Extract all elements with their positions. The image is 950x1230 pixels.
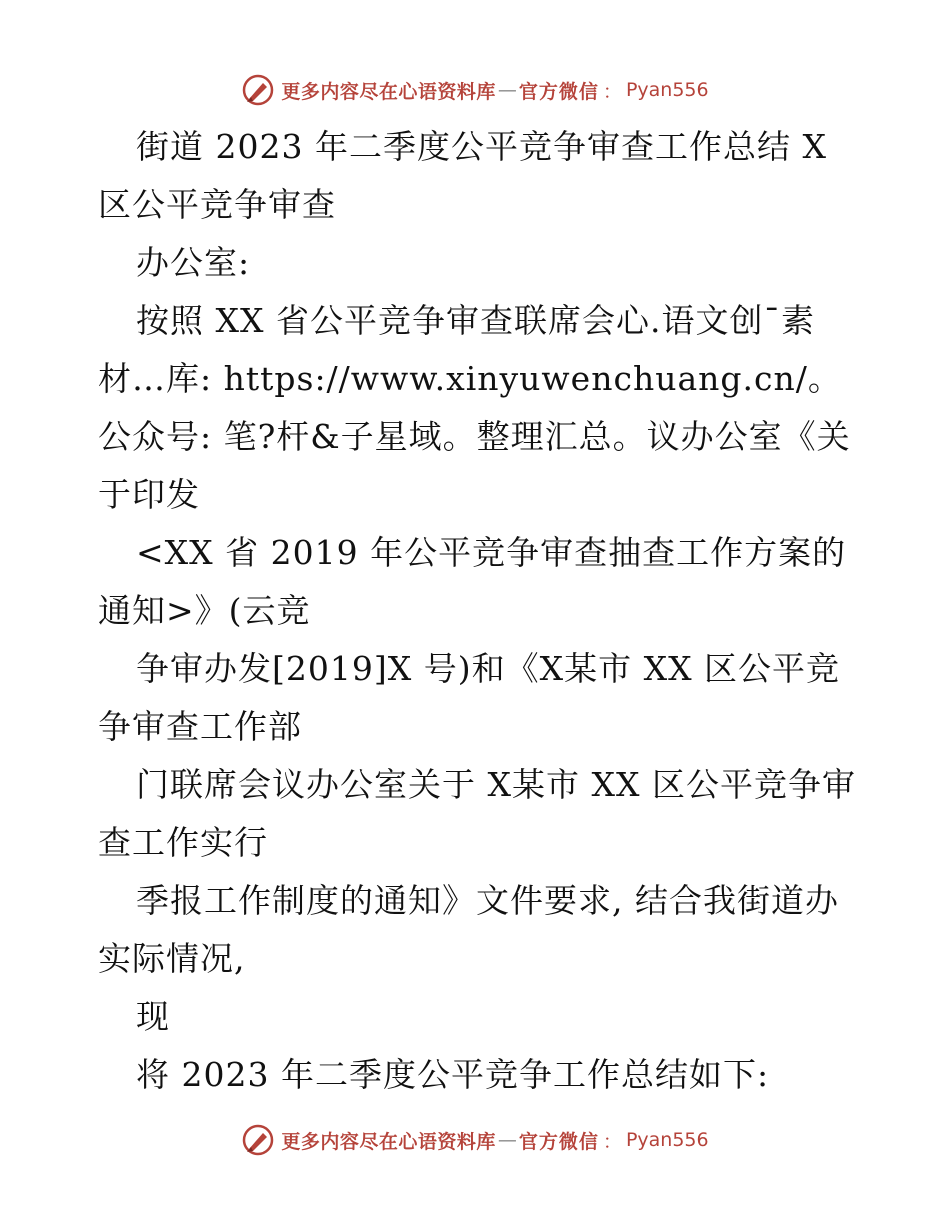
paragraph-now: 现 [136,997,170,1036]
header-watermark [0,70,950,110]
watermark-separator: ： [602,80,622,103]
document-body [98,118,858,1104]
pen-logo-icon [241,73,275,107]
paragraph-department: 门联席会议办公室关于 X某市 XX 区公平竞争审查工作实行 [98,765,856,862]
watermark-wechat-id: Pyan556 [625,1129,709,1151]
paragraph-basis: 按照 XX 省公平竞争审查联席会心.语文创¯素材…库: https://www.xinyuwenchuang.cn/。公众号: 笔?杆&子星域。整理汇总。议办公室《关于印发 [98,301,851,514]
watermark-label: 官方微信 [518,1130,599,1153]
paragraph-doc-number: 争审办发[2019]X 号)和《X某市 XX 区公平竞争审查工作部 [98,649,841,746]
watermark-wechat-id: Pyan556 [625,79,709,101]
footer-watermark [0,1120,950,1160]
paragraph-title: 街道 2023 年二季度公平竞争审查工作总结 X 区公平竞争审查 [98,127,827,224]
paragraph-notice: <XX 省 2019 年公平竞争审查抽查工作方案的通知>》(云竞 [98,533,847,630]
paragraph-summary-intro: 将 2023 年二季度公平竞争工作总结如下: [136,1055,770,1094]
watermark-dash: — [497,1129,517,1151]
watermark-dash: — [497,79,517,101]
paragraph-requirement: 季报工作制度的通知》文件要求, 结合我街道办实际情况, [98,881,839,978]
watermark-site-text: 更多内容尽在心语资料库 [281,1130,496,1153]
paragraph-addressee: 办公室: [136,243,251,282]
watermark-site-text: 更多内容尽在心语资料库 [281,80,496,103]
watermark-separator: ： [602,1130,622,1153]
pen-logo-icon [241,1123,275,1157]
watermark-label: 官方微信 [518,80,599,103]
